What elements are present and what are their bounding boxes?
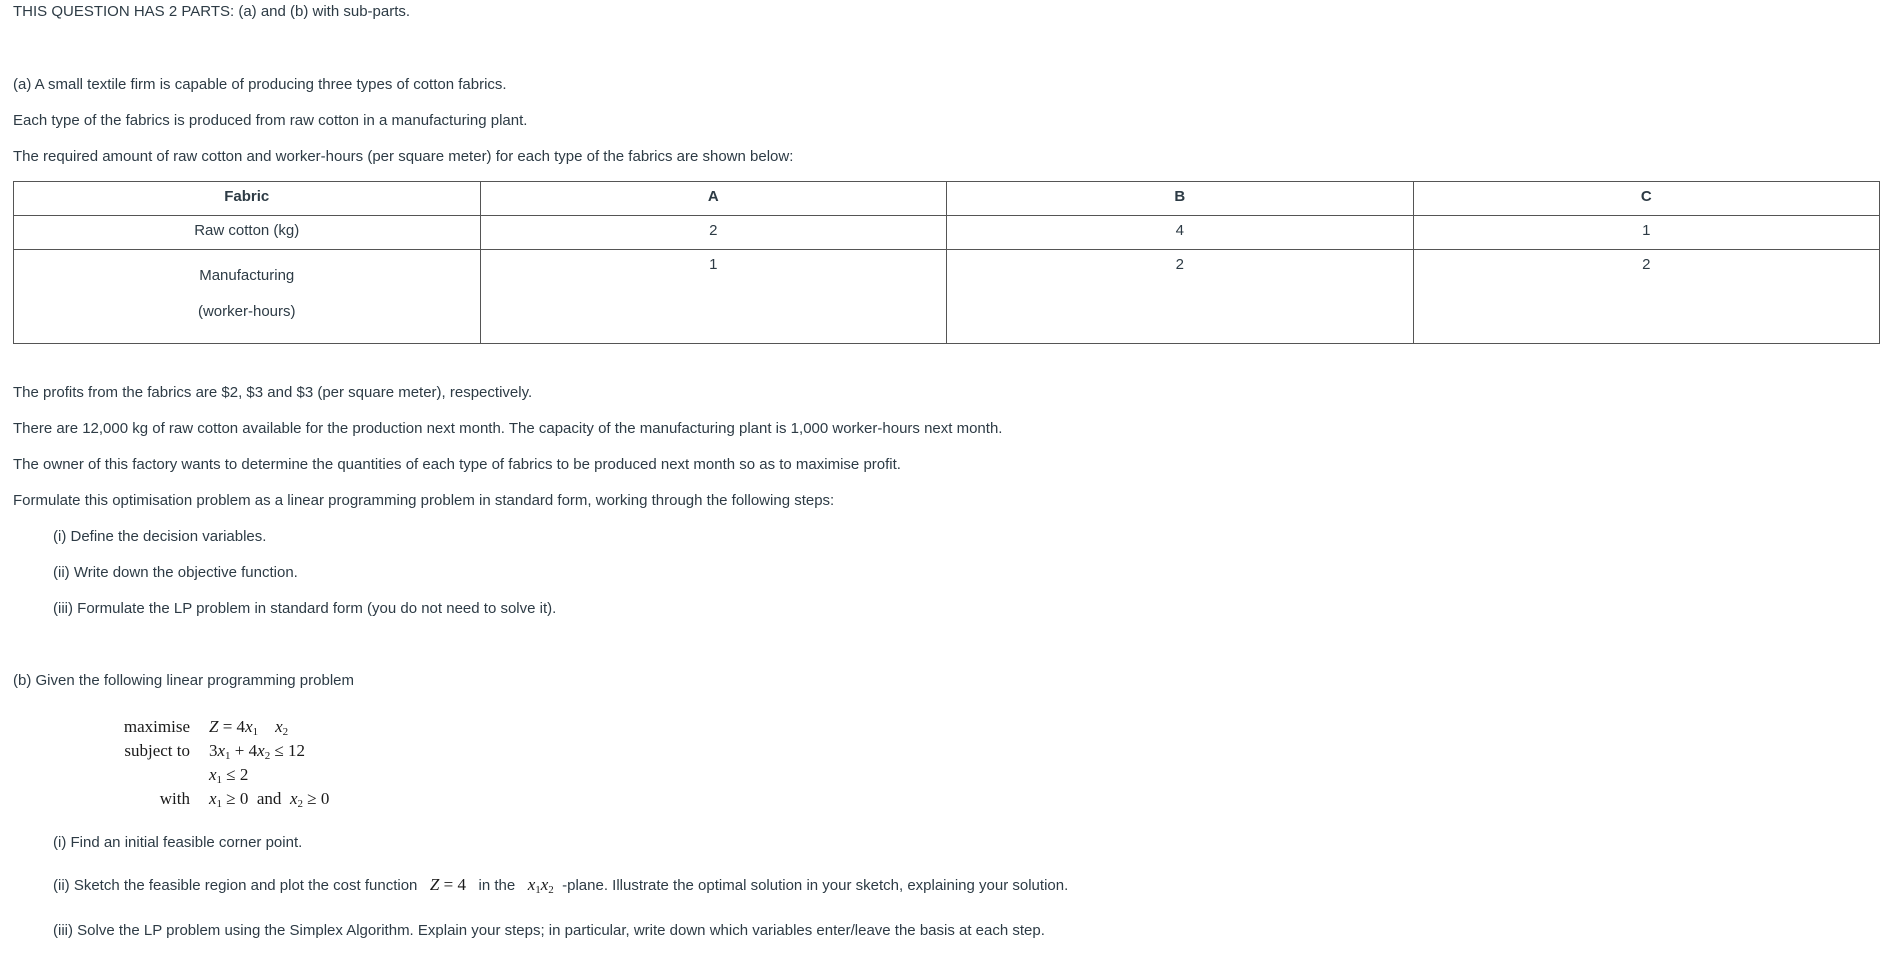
part-a-intro: (a) A small textile firm is capable of producing three types of cotton fabrics. (13, 76, 507, 93)
worker-hours-label: (worker-hours) (197, 303, 296, 320)
lp-constraint-2: $x_1 \le 2$ (209, 765, 249, 786)
lp-subject-to-label: subject to (124, 741, 190, 760)
cell-mfg-b (947, 250, 1414, 344)
profits-text: The profits from the fabrics are $2, $3 and $3 (per square meter), respectively. (13, 384, 533, 401)
cell-raw-b: 4 (947, 216, 1414, 250)
cell-mfg-c (1413, 250, 1880, 344)
row-label-raw-cotton: Raw cotton (kg) (14, 216, 481, 250)
q-ii-text-pre: (ii) Sketch the feasible region and plot the cost function (53, 877, 418, 894)
fabric-table (13, 181, 1880, 344)
part-a-table-intro: The required amount of raw cotton and worker-hours (per square meter) for each type of the fabrics are shown below: (13, 148, 794, 165)
table-row-manufacturing (14, 250, 1880, 344)
capacity-text: There are 12,000 kg of raw cotton available for the production next month. The capacity of the manufacturing plant is 1,000 worker-hours next month. (13, 420, 1003, 437)
header-fabric: Fabric (14, 182, 481, 216)
header-c: C (1413, 182, 1880, 216)
part-b-q-ii (53, 875, 1068, 900)
part-a-step-ii: (ii) Write down the objective function. (53, 564, 298, 581)
header-b: B (947, 182, 1414, 216)
table-row-raw-cotton (14, 216, 1880, 250)
part-b-q-i: (i) Find an initial feasible corner point. (53, 834, 303, 851)
part-b-intro: (b) Given the following linear programming problem (13, 672, 354, 689)
row-label-manufacturing (14, 250, 481, 344)
header-a: A (480, 182, 947, 216)
cost-function-math: Z = 4 (429, 875, 466, 894)
part-a-process: Each type of the fabrics is produced from raw cotton in a manufacturing plant. (13, 112, 528, 129)
q-ii-text-mid: in the (478, 877, 516, 894)
table-header-row (14, 182, 1880, 216)
cell-mfg-c-value: 2 (1642, 256, 1651, 273)
lp-constraint-1: $3x_1 + 4x_2 \le 12$ (209, 741, 306, 762)
formulate-text: Formulate this optimisation problem as a linear programming problem in standard form, working through the following steps: (13, 492, 835, 509)
part-a-step-i: (i) Define the decision variables. (53, 528, 267, 545)
cell-mfg-a (480, 250, 947, 344)
lp-and-label: and (256, 789, 282, 808)
cell-raw-a: 2 (480, 216, 947, 250)
plane-math: $x_1x_2$ (527, 875, 554, 896)
q-ii-text-post: -plane. Illustrate the optimal solution in your sketch, explaining your solution. (562, 877, 1069, 894)
lp-with-label: with (159, 789, 190, 808)
cell-mfg-a-value: 1 (709, 256, 718, 273)
lp-maximise-label: maximise (123, 717, 190, 736)
part-b-q-iii: (iii) Solve the LP problem using the Simplex Algorithm. Explain your steps; in particular, write down which variables enter/leave the basis at each step. (53, 922, 1045, 939)
cell-mfg-b-value: 2 (1175, 256, 1184, 273)
question-header: THIS QUESTION HAS 2 PARTS: (a) and (b) with sub-parts. (13, 3, 411, 20)
cell-raw-c: 1 (1413, 216, 1880, 250)
lp-nonnegativity: $x_1 \ge 0$ and $x_2 \ge 0$ (209, 789, 330, 810)
lp-objective: $Z = 4x_1$ $x_2$ (209, 717, 289, 738)
owner-text: The owner of this factory wants to determine the quantities of each type of fabrics to be produced next month so as to maximise profit. (13, 456, 901, 473)
manufacturing-label: Manufacturing (199, 267, 295, 284)
part-a-step-iii: (iii) Formulate the LP problem in standard form (you do not need to solve it). (53, 600, 557, 617)
